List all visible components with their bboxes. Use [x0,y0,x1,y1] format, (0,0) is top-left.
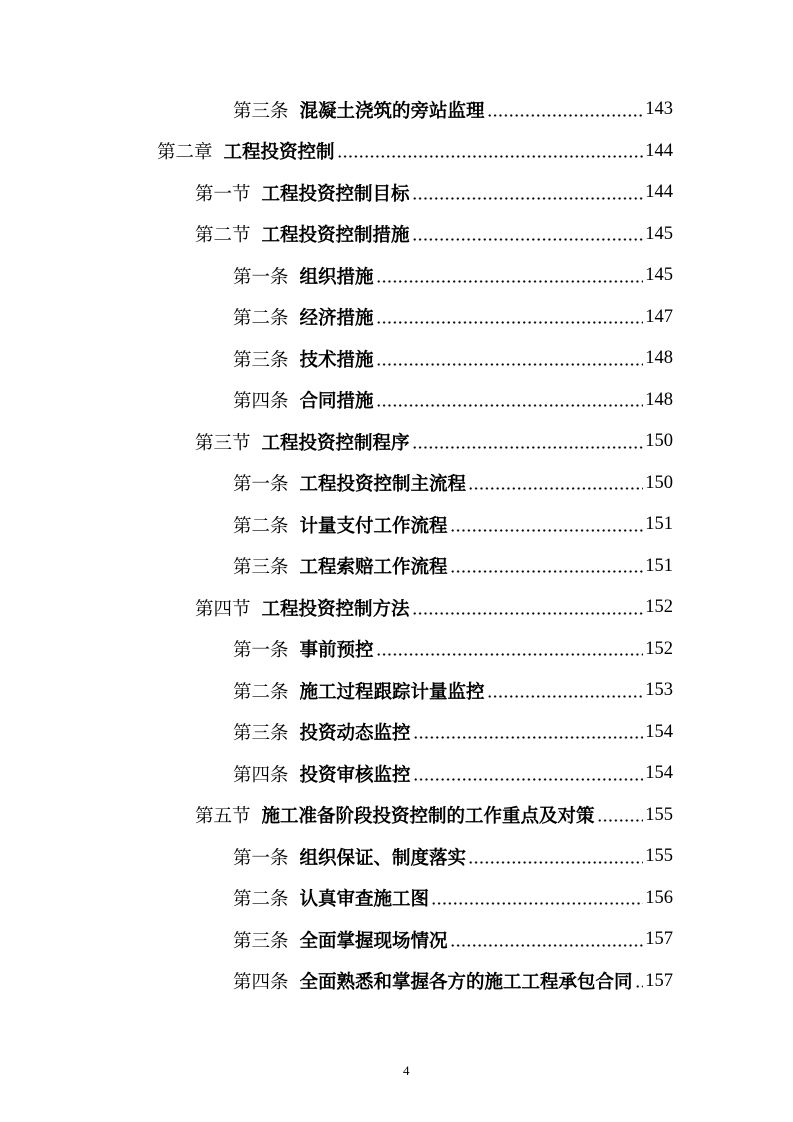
toc-entry [0,338,673,380]
toc-entry-title: 工程投资控制主流程 [299,474,467,496]
toc-entry [0,753,673,795]
dot-leader [376,642,644,656]
toc-entry-title: 工程投资控制程序 [261,432,410,454]
toc-entry-page-number: 155 [645,804,673,825]
dot-leader [376,269,644,283]
toc-entry-page-number: 152 [645,597,673,618]
toc-entry [0,629,673,671]
toc-entry [0,172,673,214]
toc-entry [0,961,673,1003]
dot-leader [376,393,644,407]
toc-entry-page-number: 152 [645,638,673,659]
toc-entry-label: 第四条 [233,764,289,786]
toc-entry-title: 技术措施 [299,349,374,371]
toc-entry-page-number: 150 [645,472,673,493]
dot-leader [337,144,644,158]
toc-entry-title: 全面掌握现场情况 [299,930,448,952]
dot-leader [468,850,643,864]
toc-entry-label: 第三节 [195,432,251,454]
toc-entry-title: 投资审核监控 [299,764,411,786]
toc-entry-page-number: 145 [645,223,673,244]
toc-entry-label: 第一条 [233,266,289,288]
toc-entry [0,795,673,837]
toc-entry-page-number: 148 [645,389,673,410]
toc-entry-page-number: 154 [645,763,673,784]
toc-entry-page-number: 144 [645,140,673,161]
toc-entry-label: 第二节 [195,225,251,247]
toc-entry-title: 投资动态监控 [299,723,411,745]
toc-entry [0,587,673,629]
dot-leader [412,435,644,449]
dot-leader [412,601,644,615]
toc-entry [0,878,673,920]
toc-entry-label: 第三条 [233,723,289,745]
dot-leader [487,103,644,117]
toc-entry-label: 第一条 [233,640,289,662]
toc-entry-title: 混凝土浇筑的旁站监理 [299,100,485,122]
toc-entry-page-number: 145 [645,265,673,286]
toc-entry-title: 经济措施 [299,308,374,330]
toc-entry-label: 第四节 [195,598,251,620]
dot-leader [412,227,644,241]
toc-entry-title: 施工准备阶段投资控制的工作重点及对策 [261,806,595,828]
toc-entry-label: 第四条 [233,391,289,413]
toc-entry-title: 事前预控 [299,640,374,662]
toc-entry-title: 工程索赔工作流程 [299,557,448,579]
toc-entry [0,255,673,297]
toc-entry-label: 第三条 [233,930,289,952]
toc-entry-page-number: 148 [645,348,673,369]
toc-entry [0,421,673,463]
toc-entry-page-number: 155 [645,846,673,867]
toc-entry-label: 第四条 [233,972,289,994]
toc-entry-page-number: 147 [645,306,673,327]
dot-leader [376,310,644,324]
toc-entry-page-number: 144 [645,182,673,203]
toc-entry-label: 第一节 [195,183,251,205]
toc-entry [0,504,673,546]
toc-entry-page-number: 153 [645,680,673,701]
toc-entry-page-number: 157 [645,929,673,950]
toc-entry-page-number: 157 [645,970,673,991]
dot-leader [597,808,644,822]
toc-entry-title: 计量支付工作流程 [299,515,448,537]
dot-leader [450,933,644,947]
dot-leader [468,476,643,490]
toc-entry-title: 认真审查施工图 [299,889,430,911]
toc-entry-label: 第二章 [157,142,213,164]
toc-entry-title: 工程投资控制措施 [261,225,410,247]
toc-entry [0,89,673,131]
toc-entry-label: 第二条 [233,308,289,330]
dot-leader [431,891,643,905]
toc-entry-title: 合同措施 [299,391,374,413]
toc-entry-page-number: 154 [645,721,673,742]
dot-leader [450,518,644,532]
dot-leader [413,767,644,781]
toc-entry-title: 工程投资控制方法 [261,598,410,620]
toc-entry-label: 第一条 [233,847,289,869]
toc-entry [0,297,673,339]
toc-entry-title: 工程投资控制目标 [261,183,410,205]
toc-entry-label: 第五节 [195,806,251,828]
toc-entry-label: 第二条 [233,515,289,537]
toc-entry [0,836,673,878]
toc-entry-page-number: 151 [645,514,673,535]
toc-entry [0,546,673,588]
toc-entry-label: 第三条 [233,349,289,371]
toc-entry-title: 工程投资控制 [223,142,335,164]
toc-entry-label: 第二条 [233,681,289,703]
dot-leader [412,186,644,200]
toc-entry-title: 施工过程跟踪计量监控 [299,681,485,703]
toc-entry [0,670,673,712]
toc-entry-label: 第一条 [233,474,289,496]
toc-entry-title: 组织保证、制度落实 [299,847,467,869]
toc-entry-label: 第三条 [233,100,289,122]
dot-leader [450,559,644,573]
toc-entry-page-number: 151 [645,555,673,576]
toc-entry-title: 全面熟悉和掌握各方的施工工程承包合同 [299,972,633,994]
page-number: 4 [403,1063,410,1078]
toc-entry-page-number: 150 [645,431,673,452]
toc-entry [0,712,673,754]
toc-entry-page-number: 143 [645,99,673,120]
dot-leader [635,974,644,988]
toc-entry-title: 组织措施 [299,266,374,288]
toc-entry [0,463,673,505]
toc-entry [0,214,673,256]
table-of-contents [0,89,673,1002]
toc-entry-label: 第二条 [233,889,289,911]
toc-entry [0,919,673,961]
toc-entry [0,131,673,173]
dot-leader [376,352,644,366]
toc-entry-label: 第三条 [233,557,289,579]
toc-entry [0,380,673,422]
toc-entry-page-number: 156 [645,887,673,908]
dot-leader [413,725,644,739]
dot-leader [487,684,644,698]
